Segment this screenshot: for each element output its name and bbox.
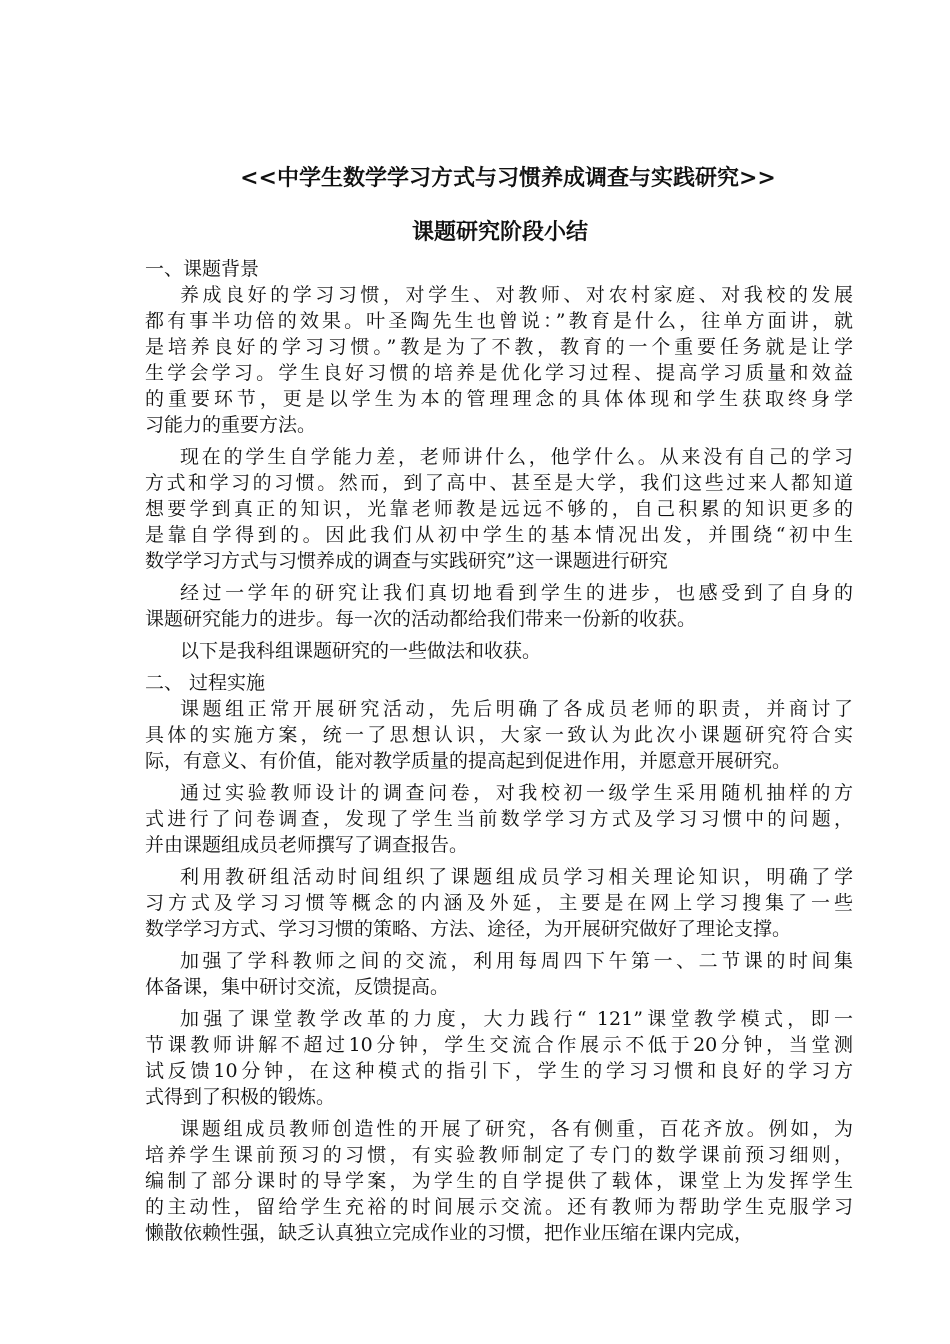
text-line: 式进行了问卷调查，发现了学生当前数学学习方式及学习习惯中的问题， (145, 808, 853, 830)
paragraph (145, 864, 853, 942)
text-line: 并由课题组成员老师撰写了调查报告。 (145, 834, 469, 856)
text-line: 是培养良好的学习习惯。”教是为了不教，教育的一个重要任务就是让学 (145, 336, 853, 358)
text-line: 养成良好的学习习惯，对学生、对教师、对农村家庭、对我校的发展 (180, 284, 853, 306)
text-line: 体备课，集中研讨交流，反馈提高。 (145, 976, 450, 998)
text-line: 课题组正常开展研究活动，先后明确了各成员老师的职责，并商讨了 (180, 698, 853, 720)
text-line: 懒散依赖性强，缺乏认真独立完成作业的习惯，把作业压缩在课内完成， (145, 1222, 754, 1244)
text-line: 现在的学生自学能力差，老师讲什么，他学什么。从来没有自己的学习 (180, 446, 853, 468)
text-line: 试反馈10分钟，在这种模式的指引下，学生的学习习惯和良好的学习方 (145, 1060, 853, 1082)
section-heading: 二、 过程实施 (145, 672, 266, 694)
text-line: 加强了课堂教学改革的力度，大力践行“ 121”课堂教学模式，即一 (180, 1008, 853, 1030)
paragraph (145, 1116, 853, 1246)
text-line: 培养学生课前预习的习惯，有实验教师制定了专门的数学课前预习细则， (145, 1144, 853, 1166)
paragraph (145, 282, 853, 438)
text-line: 际，有意义、有价值，能对教学质量的提高起到促进作用，并愿意开展研究。 (145, 750, 792, 772)
document-subtitle: 课题研究阶段小结 (411, 219, 588, 245)
text-line: 的重要环节，更是以学生为本的管理理念的具体体现和学生获取终身学 (145, 388, 853, 410)
paragraph (145, 638, 853, 664)
section-heading: 一、课题背景 (145, 258, 260, 280)
document-title: <<中学生数学学习方式与习惯养成调查与实践研究>> (240, 165, 776, 191)
text-line: 习方式及学习习惯等概念的内涵及外延，主要是在网上学习搜集了一些 (145, 892, 853, 914)
text-line: 加强了学科教师之间的交流，利用每周四下午第一、二节课的时间集 (180, 950, 853, 972)
text-line: 数学学习方式、学习习惯的策略、方法、途径，为开展研究做好了理论支撑。 (145, 918, 792, 940)
paragraph (145, 1006, 853, 1110)
paragraph (145, 580, 853, 632)
paragraph (145, 780, 853, 858)
text-line: 是靠自学得到的。因此我们从初中学生的基本情况出发，并围绕“初中生 (145, 524, 853, 546)
paragraph (145, 948, 853, 1000)
text-line: 节课教师讲解不超过10分钟，学生交流合作展示不低于20分钟，当堂测 (145, 1034, 853, 1056)
document-body (145, 256, 853, 1252)
text-line: 想要学到真正的知识，光靠老师教是远远不够的，自己积累的知识更多的 (145, 498, 853, 520)
text-line: 经过一学年的研究让我们真切地看到学生的进步，也感受到了自身的 (180, 582, 853, 604)
text-line: 数学学习方式与习惯养成的调查与实践研究”这一课题进行研究 (145, 550, 668, 572)
text-line: 课题组成员教师创造性的开展了研究，各有侧重，百花齐放。例如，为 (180, 1118, 853, 1140)
text-line: 式得到了积极的锻炼。 (145, 1086, 336, 1108)
text-line: 的主动性，留给学生充裕的时间展示交流。还有教师为帮助学生克服学习 (145, 1196, 853, 1218)
paragraph (145, 444, 853, 574)
text-line: 编制了部分课时的导学案，为学生的自学提供了载体，课堂上为发挥学生 (145, 1170, 853, 1192)
paragraph (145, 696, 853, 774)
text-line: 课题研究能力的进步。每一次的活动都给我们带来一份新的收获。 (145, 608, 697, 630)
text-line: 具体的实施方案，统一了思想认识，大家一致认为此次小课题研究符合实 (145, 724, 853, 746)
text-line: 利用教研组活动时间组织了课题组成员学习相关理论知识，明确了学 (180, 866, 853, 888)
text-line: 通过实验教师设计的调查问卷，对我校初一级学生采用随机抽样的方 (180, 782, 853, 804)
text-line: 习能力的重要方法。 (145, 414, 317, 436)
text-line: 方式和学习的习惯。然而，到了高中、甚至是大学，我们这些过来人都知道 (145, 472, 853, 494)
text-line: 都有事半功倍的效果。叶圣陶先生也曾说：”教育是什么，往单方面讲，就 (145, 310, 853, 332)
text-line: 生学会学习。学生良好习惯的培养是优化学习过程、提高学习质量和效益 (145, 362, 853, 384)
text-line: 以下是我科组课题研究的一些做法和收获。 (180, 640, 542, 662)
